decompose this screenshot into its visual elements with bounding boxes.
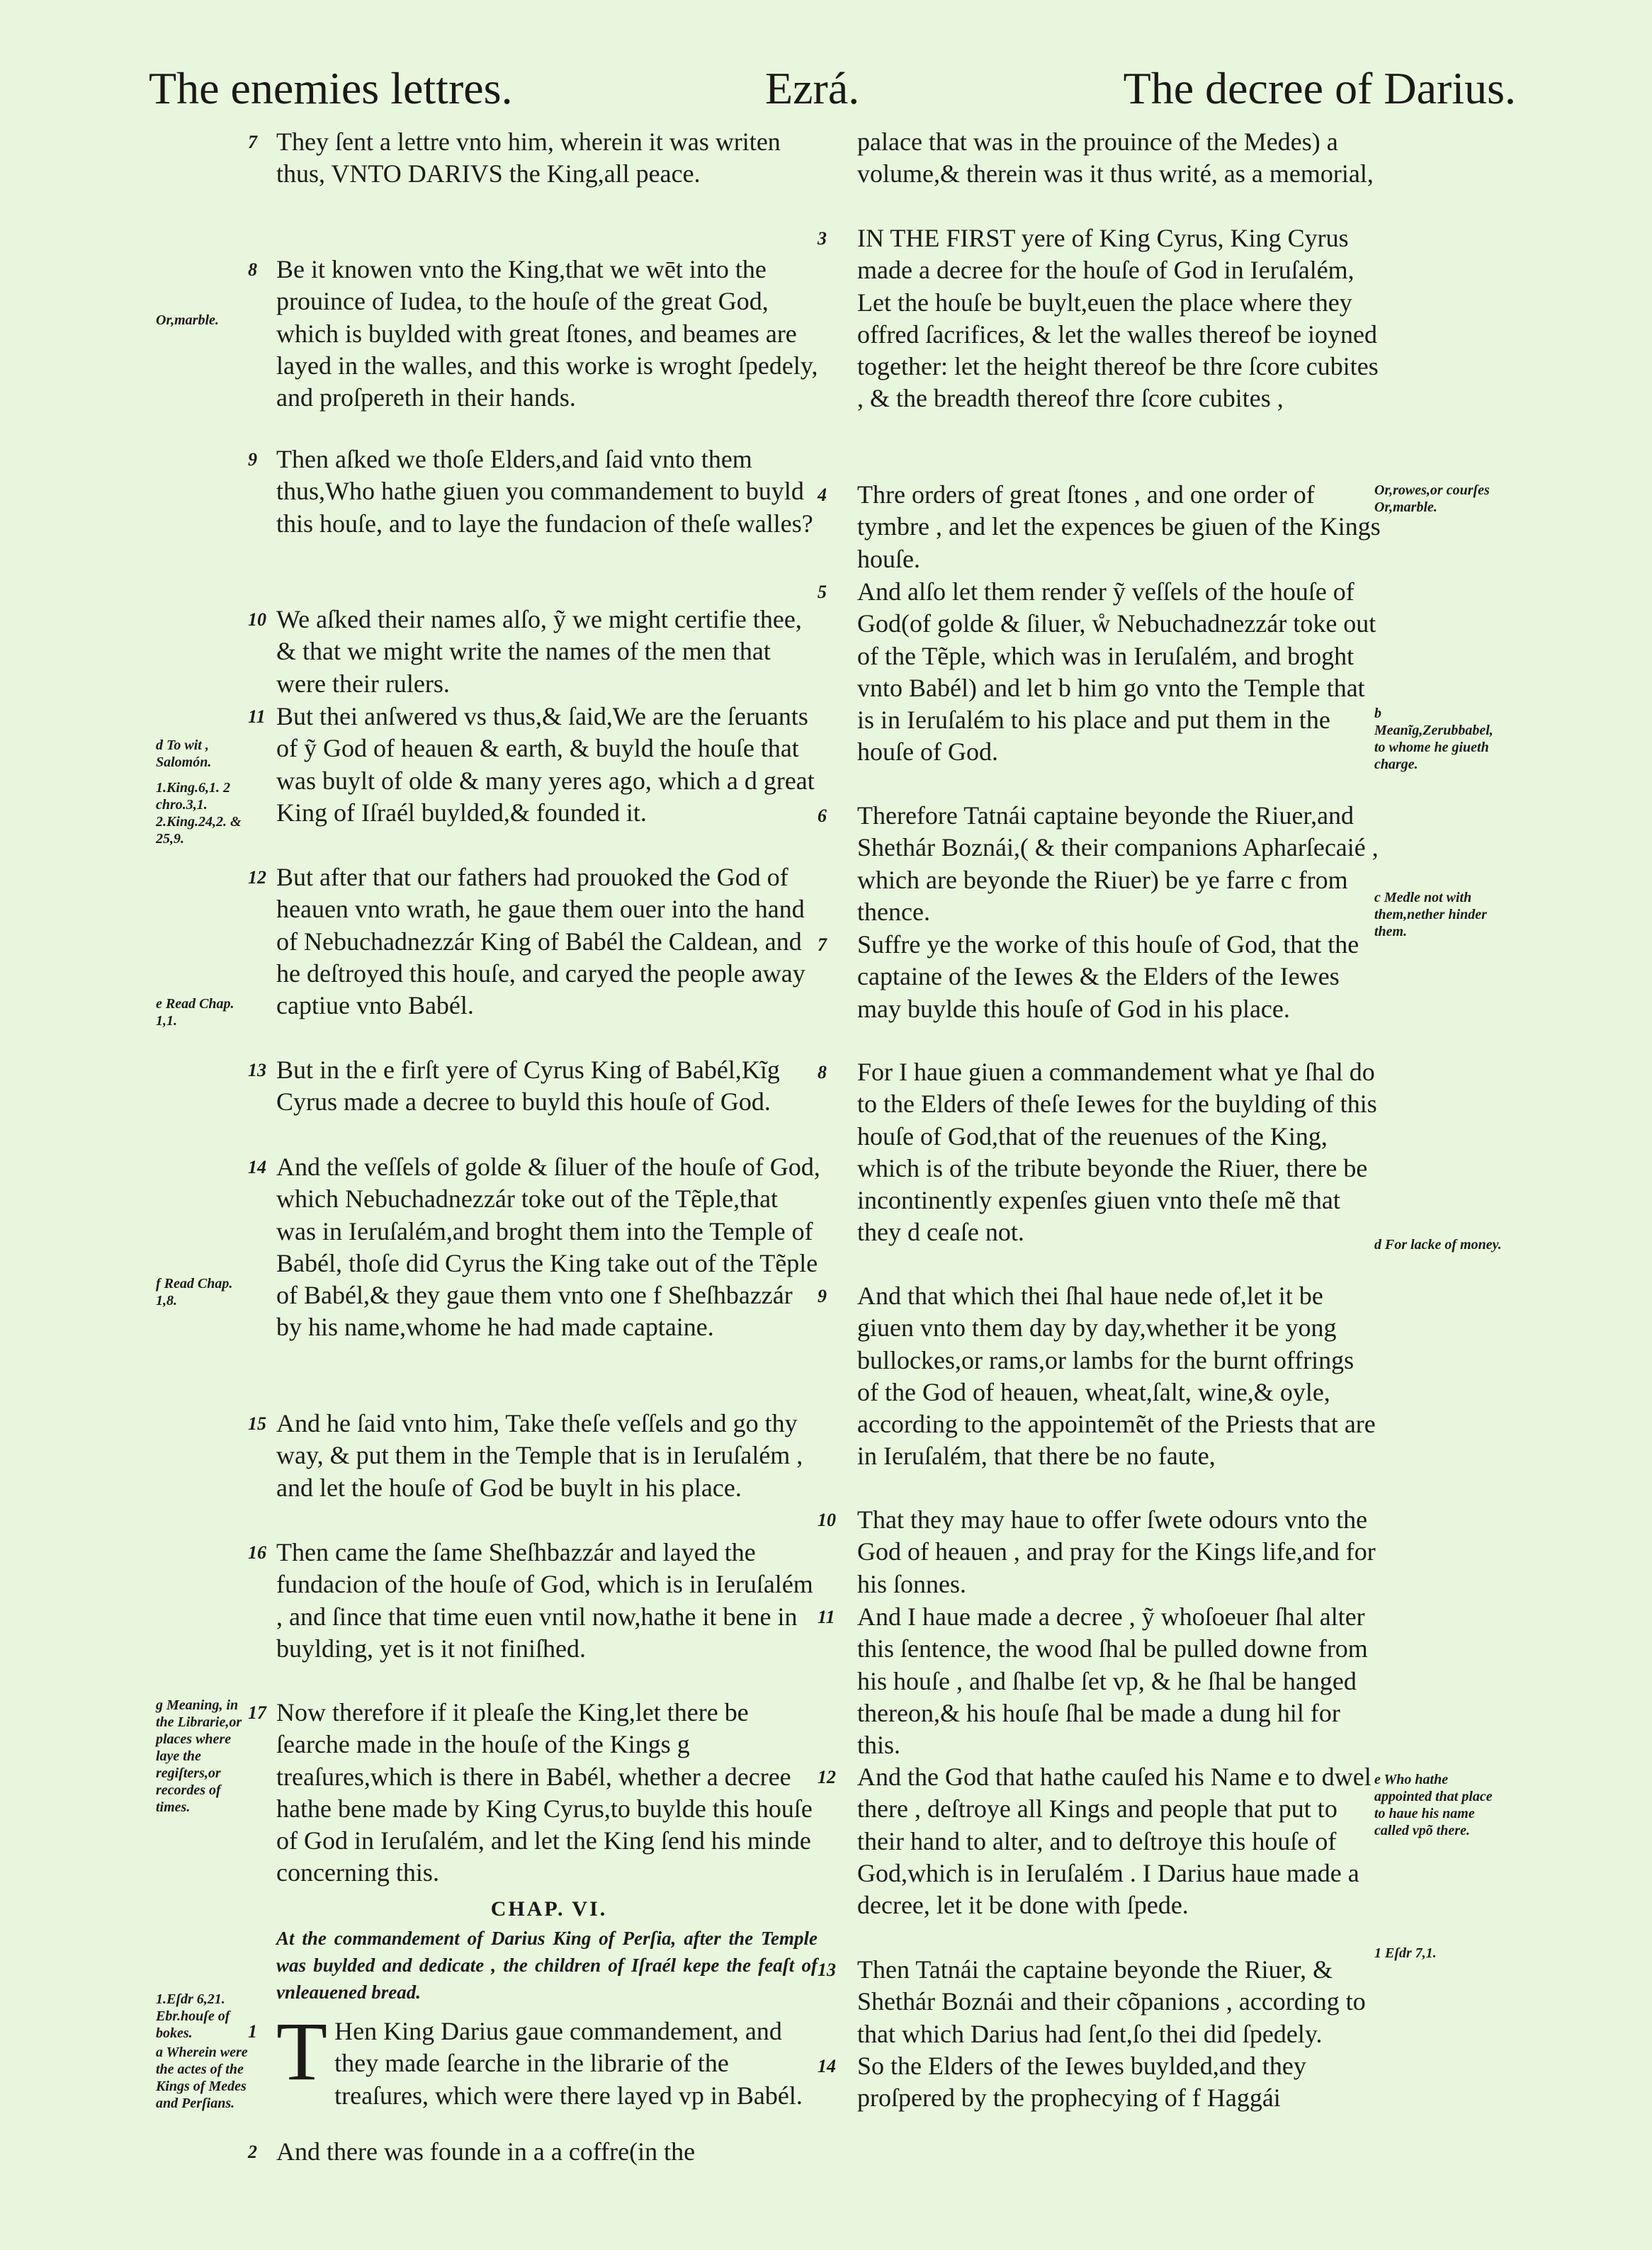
left-column — [248, 126, 822, 2168]
verse-10b: 10 That they may haue to offer ſwete odours vnto the God of heauen , and pray for the Kings life,and for his ſonnes. — [817, 1505, 1376, 1598]
margin-note-left: 1.Eſdr 6,21. Ebr.houſe of bokes. — [156, 1991, 230, 2041]
margin-note-left: d To wit , Salomón. — [156, 737, 212, 770]
margin-note-right: Or,rowes,or courſes Or,marble. — [1374, 482, 1490, 515]
margin-note-right: c Medle not with them,nether hinder them. — [1374, 890, 1487, 939]
margin-note-right: e Who hathe appointed that place to haue his name called vpõ there. — [1374, 1772, 1493, 1838]
verse-14b: 14 So the Elders of the Iewes buylded,and they proſpered by the prophecying of f Haggái — [817, 2052, 1306, 2113]
chapter-summary: At the commandement of Darius King of Perſia, after the Temple was buylded and dedicate , the children of Iſraél kepe the feaſt of vnleauened bread. — [276, 1928, 817, 2003]
right-column — [817, 126, 1381, 2115]
verse-14: 14 And the veſſels of golde & ſiluer of the houſe of God, which Nebuchadnezzár toke out of the Tẽple,that was in Ieruſalém,and broght them into the Temple of Babél, thoſe did Cyrus the King take out of the Tẽple of Babél,& they gaue them vnto one f Sheſhbazzár by his name,whome he had made captaine. — [248, 1153, 820, 1342]
verse-13b: 13 Then Tatnái the captaine beyonde the Riuer, & Shethár Boznái and their cõpanions , according to that which Darius had ſent,ſo thei did ſpedely. — [817, 1955, 1366, 2048]
verse-9b: 9 And that which thei ſhal haue nede of,let it be giuen vnto them day by day,whether it be yong bullockes,or rams,or lambs for the burnt offrings of the God of heauen, wheat,ſalt, wine,& oyle, according to the appointemẽt of the Priests that are in Ieruſalém, that there be no faute, — [817, 1282, 1376, 1471]
verse-3: 3 IN THE FIRST yere of King Cyrus, King Cyrus made a decree for the houſe of God in Ieruſalém, Let the houſe be buylt,euen the place where they offred ſacrifices, & let the walles thereof be ioyned together: let the height thereof be thre ſcore cubites , & the breadth thereof thre ſcore cubites , — [817, 224, 1379, 413]
margin-note-right: 1 Eſdr 7,1. — [1374, 1945, 1437, 1961]
drop-capital: T — [276, 2005, 328, 2098]
margin-note-left: 1.King.6,1. 2 chro.3,1. 2.King.24,2. & 25,9. — [156, 780, 242, 847]
verse-13: 13 But in the e firſt yere of Cyrus King of Babél,Kĩg Cyrus made a decree to buyld this houſe of God. — [248, 1056, 780, 1116]
margin-note-left: f Read Chap. 1,8. — [156, 1276, 233, 1308]
header-book-title: Ezrá. — [765, 63, 860, 113]
verse-12: 12 But after that our fathers had prouoked the God of heauen vnto wrath, he gaue them ouer into the hand of Nebuchadnezzár King of Babél the Caldean, and he deſtroyed this houſe, and caryed the people away captiue vnto Babél. — [248, 863, 805, 1020]
verse-4: 4 Thre orders of great ſtones , and one order of tymbre , and let the expences be giuen of the Kings houſe. — [817, 480, 1381, 573]
margin-note-left: a Wherein were the actes of the Kings of Medes and Perſians. — [156, 2045, 248, 2111]
margin-note-right: b Meanĩg,Zerubbabel, to whome he giueth charge. — [1374, 706, 1493, 772]
verse-10: 10 We aſked their names alſo, ỹ we might certifie thee, & that we might write the names of the men that were their rulers. — [248, 605, 802, 698]
verse-8b: 8 For I haue giuen a commandement what ye ſhal do to the Elders of theſe Iewes for the buylding of this houſe of God,that of the reuenues of the King, which is of the tribute beyonde the Riuer, there be incontinently expenſes giuen vnto theſe mẽ that they d ceaſe not. — [817, 1058, 1377, 1247]
verse-6: 6 Therefore Tatnái captaine beyonde the Riuer,and Shethár Boznái,( & their companions Apharſecaié , which are beyonde the Riuer) be ye farre c from thence. — [817, 801, 1379, 926]
verse-15: 15 And he ſaid vnto him, Take theſe veſſels and go thy way, & put them in the Temple that is in Ieruſalém , and let the houſe of God be buylt in his place. — [248, 1409, 803, 1502]
verse-9: 9 Then aſked we thoſe Elders,and ſaid vnto them thus,Who hathe giuen you commandement to buyld this houſe, and to laye the fundacion of theſe walles? — [248, 445, 813, 538]
margin-note-left: g Meaning, in the Librarie,or places where laye the regiſters,or recordes of times. — [156, 1697, 242, 1815]
verse-continuation: palace that was in the prouince of the Medes) a volume,& therein was it thus writé, as a memorial, — [857, 128, 1374, 188]
margin-note-right: d For lacke of money. — [1374, 1237, 1502, 1253]
verse-11: 11 But thei anſwered vs thus,& ſaid,We are the ſeruants of ỹ God of heauen & earth, & buyld the houſe that was buylt of olde & many yeres ago, which a d great King of Iſraél buylded,& founded it. — [248, 702, 815, 827]
chapter-heading: CHAP. VI. — [490, 1897, 608, 1921]
verse-8: 8 Be it knowen vnto the King,that we wēt into the prouince of Iudea, to the houſe of the great God, which is buylded with great ſtones, and beames are layed in the walles, and this worke is wroght ſpedely, and proſpereth in their hands. — [248, 255, 818, 412]
margin-note-left: Or,marble. — [156, 312, 219, 328]
verse-5: 5 And alſo let them render ỹ veſſels of the houſe of God(of golde & ſiluer, ẘ Nebuchadnezzár toke out of the Tẽple, which was in Ieruſalém, and broght vnto Babél) and let b him go vnto the Temple that is in Ieruſalém to his place and put them in the houſe of God. — [817, 577, 1376, 767]
header-left-title: The enemies lettres. — [149, 63, 513, 113]
running-header — [149, 57, 1516, 120]
chapter-verse-2: 2 And there was founde in a a coffre(in the — [248, 2137, 696, 2166]
verse-11b: 11 And I haue made a decree , ỹ whoſoeuer ſhal alter this ſentence, the wood ſhal be pulled downe from his houſe , and ſhalbe ſet vp, & he ſhal be hanged thereon,& his houſe ſhal be made a dung hil for this. — [817, 1602, 1368, 1760]
verse-17: 17 Now therefore if it pleaſe the King,let there be ſearche made in the houſe of the Kings g treaſures,which is there in Babél, whether a decree hathe bene made by King Cyrus,to buylde this houſe of God in Ieruſalém, and let the King ſend his minde concerning this. — [248, 1698, 813, 1887]
verse-12b: 12 And the God that hathe cauſed his Name e to dwel there , deſtroye all Kings and people that put to their hand to alter, and to deſtroye this houſe of God,which is in Ieruſalém . I Darius haue made a decree, let it be done with ſpede. — [817, 1763, 1371, 1920]
verse-16: 16 Then came the ſame Sheſhbazzár and layed the fundacion of the houſe of God, which is in Ieruſalém , and ſince that time euen vntil now,hathe it bene in buylding, yet is it not finiſhed. — [248, 1538, 813, 1663]
verse-7: 7 They ſent a lettre vnto him, wherein it was writen thus, VNTO DARIVS the King,all peace. — [248, 128, 781, 188]
margin-note-left: e Read Chap. 1,1. — [156, 996, 234, 1029]
header-right-title: The decree of Darius. — [1123, 63, 1516, 113]
verse-7b: 7 Suffre ye the worke of this houſe of God, that the captaine of the Iewes & the Elders of the Iewes may buylde this houſe of God in his place. — [817, 930, 1359, 1023]
chapter-verse-1: 1 T Hen King Darius gaue commandement, and they made ſearche in the librarie of the treaſures, which were there layed vp in Babél. — [248, 2005, 803, 2110]
